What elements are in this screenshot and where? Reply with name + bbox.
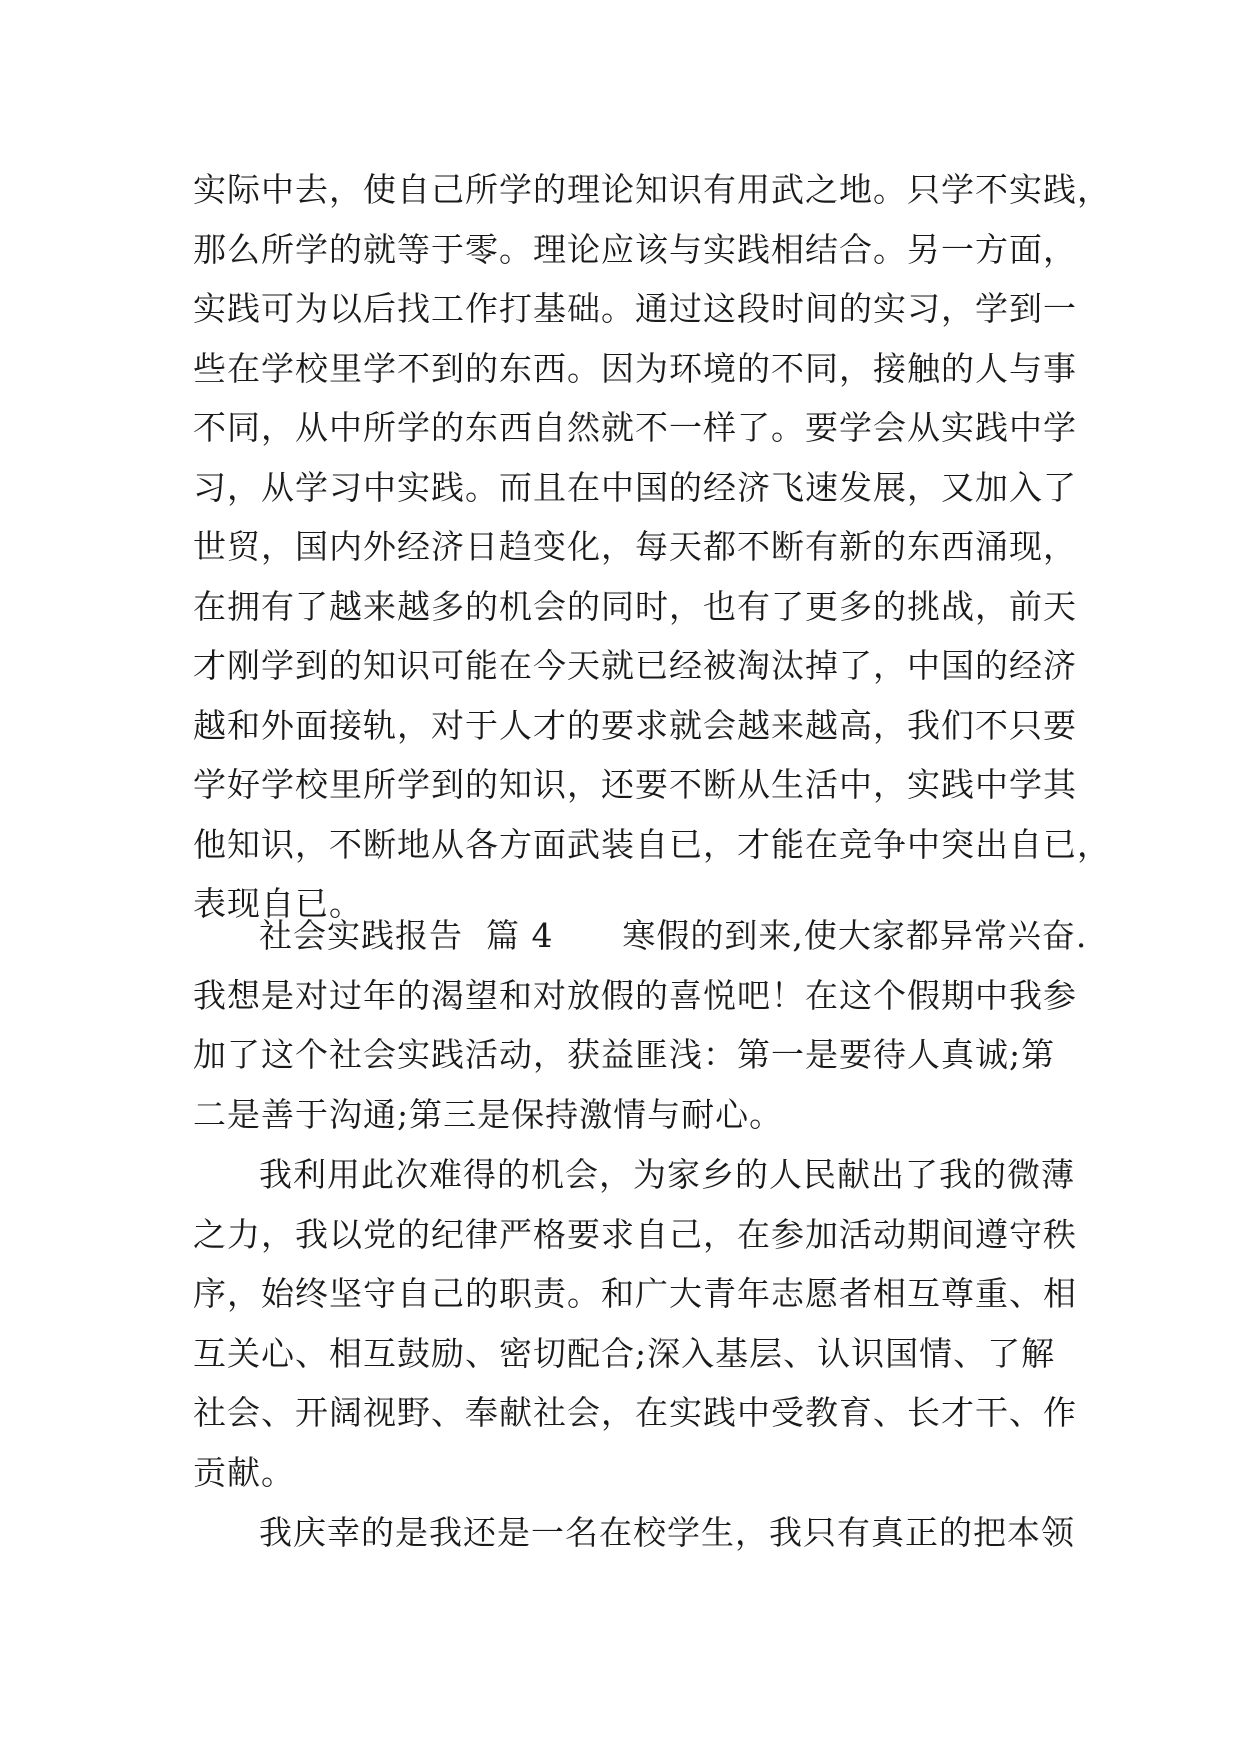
text-line: 习，从学习中实践。而且在中国的经济飞速发展，又加入了 bbox=[193, 467, 1077, 507]
text-line: 互关心、相互鼓励、密切配合;深入基层、认识国情、了解 bbox=[193, 1333, 1056, 1373]
text-line: 社会、开阔视野、奉献社会，在实践中受教育、长才干、作 bbox=[193, 1393, 1077, 1432]
paragraph-student-reflection bbox=[193, 1503, 1075, 1563]
paragraph-volunteer-service bbox=[193, 1145, 1077, 1502]
text-line: 实际中去，使自己所学的理论知识有用武之地。只学不实践， bbox=[193, 170, 1111, 209]
paragraph-report-section-4 bbox=[193, 906, 1088, 1144]
paragraph-practice-theory bbox=[193, 160, 1111, 934]
text-line: 越和外面接轨，对于人才的要求就会越来越高，我们不只要 bbox=[193, 705, 1077, 745]
text-line: 我想是对过年的渴望和对放假的喜悦吧！在这个假期中我参 bbox=[193, 975, 1077, 1015]
text-line: 不同，从中所学的东西自然就不一样了。要学会从实践中学 bbox=[193, 408, 1077, 447]
text-line: 些在学校里学不到的东西。因为环境的不同，接触的人与事 bbox=[193, 348, 1077, 388]
text-line: 序，始终坚守自己的职责。和广大青年志愿者相互尊重、相 bbox=[193, 1274, 1077, 1313]
text-line: 才刚学到的知识可能在今天就已经被淘汰掉了，中国的经济 bbox=[193, 646, 1077, 685]
text-line: 我庆幸的是我还是一名在校学生，我只有真正的把本领 bbox=[259, 1513, 1075, 1552]
text-line: 那么所学的就等于零。理论应该与实践相结合。另一方面， bbox=[193, 229, 1077, 269]
section-heading-line: 社会实践报告 篇 4 寒假的到来,使大家都异常兴奋. bbox=[259, 916, 1088, 955]
text-line: 表现自已。 bbox=[193, 884, 363, 923]
text-line: 之力，我以党的纪律严格要求自己，在参加活动期间遵守秩 bbox=[193, 1214, 1077, 1254]
text-line: 我利用此次难得的机会，为家乡的人民献出了我的微薄 bbox=[259, 1155, 1075, 1194]
text-line: 加了这个社会实践活动，获益匪浅：第一是要待人真诚;第 bbox=[193, 1035, 1056, 1074]
text-line: 在拥有了越来越多的机会的同时，也有了更多的挑战，前天 bbox=[193, 586, 1077, 626]
text-line: 贡献。 bbox=[193, 1452, 295, 1492]
text-line: 实践可为以后找工作打基础。通过这段时间的实习，学到一 bbox=[193, 289, 1077, 328]
text-line: 他知识，不断地从各方面武装自已，才能在竞争中突出自已， bbox=[193, 824, 1111, 864]
text-line: 世贸，国内外经济日趋变化，每天都不断有新的东西涌现， bbox=[193, 527, 1077, 566]
text-line: 二是善于沟通;第三是保持激情与耐心。 bbox=[193, 1094, 784, 1134]
text-line: 学好学校里所学到的知识，还要不断从生活中，实践中学其 bbox=[193, 765, 1077, 804]
